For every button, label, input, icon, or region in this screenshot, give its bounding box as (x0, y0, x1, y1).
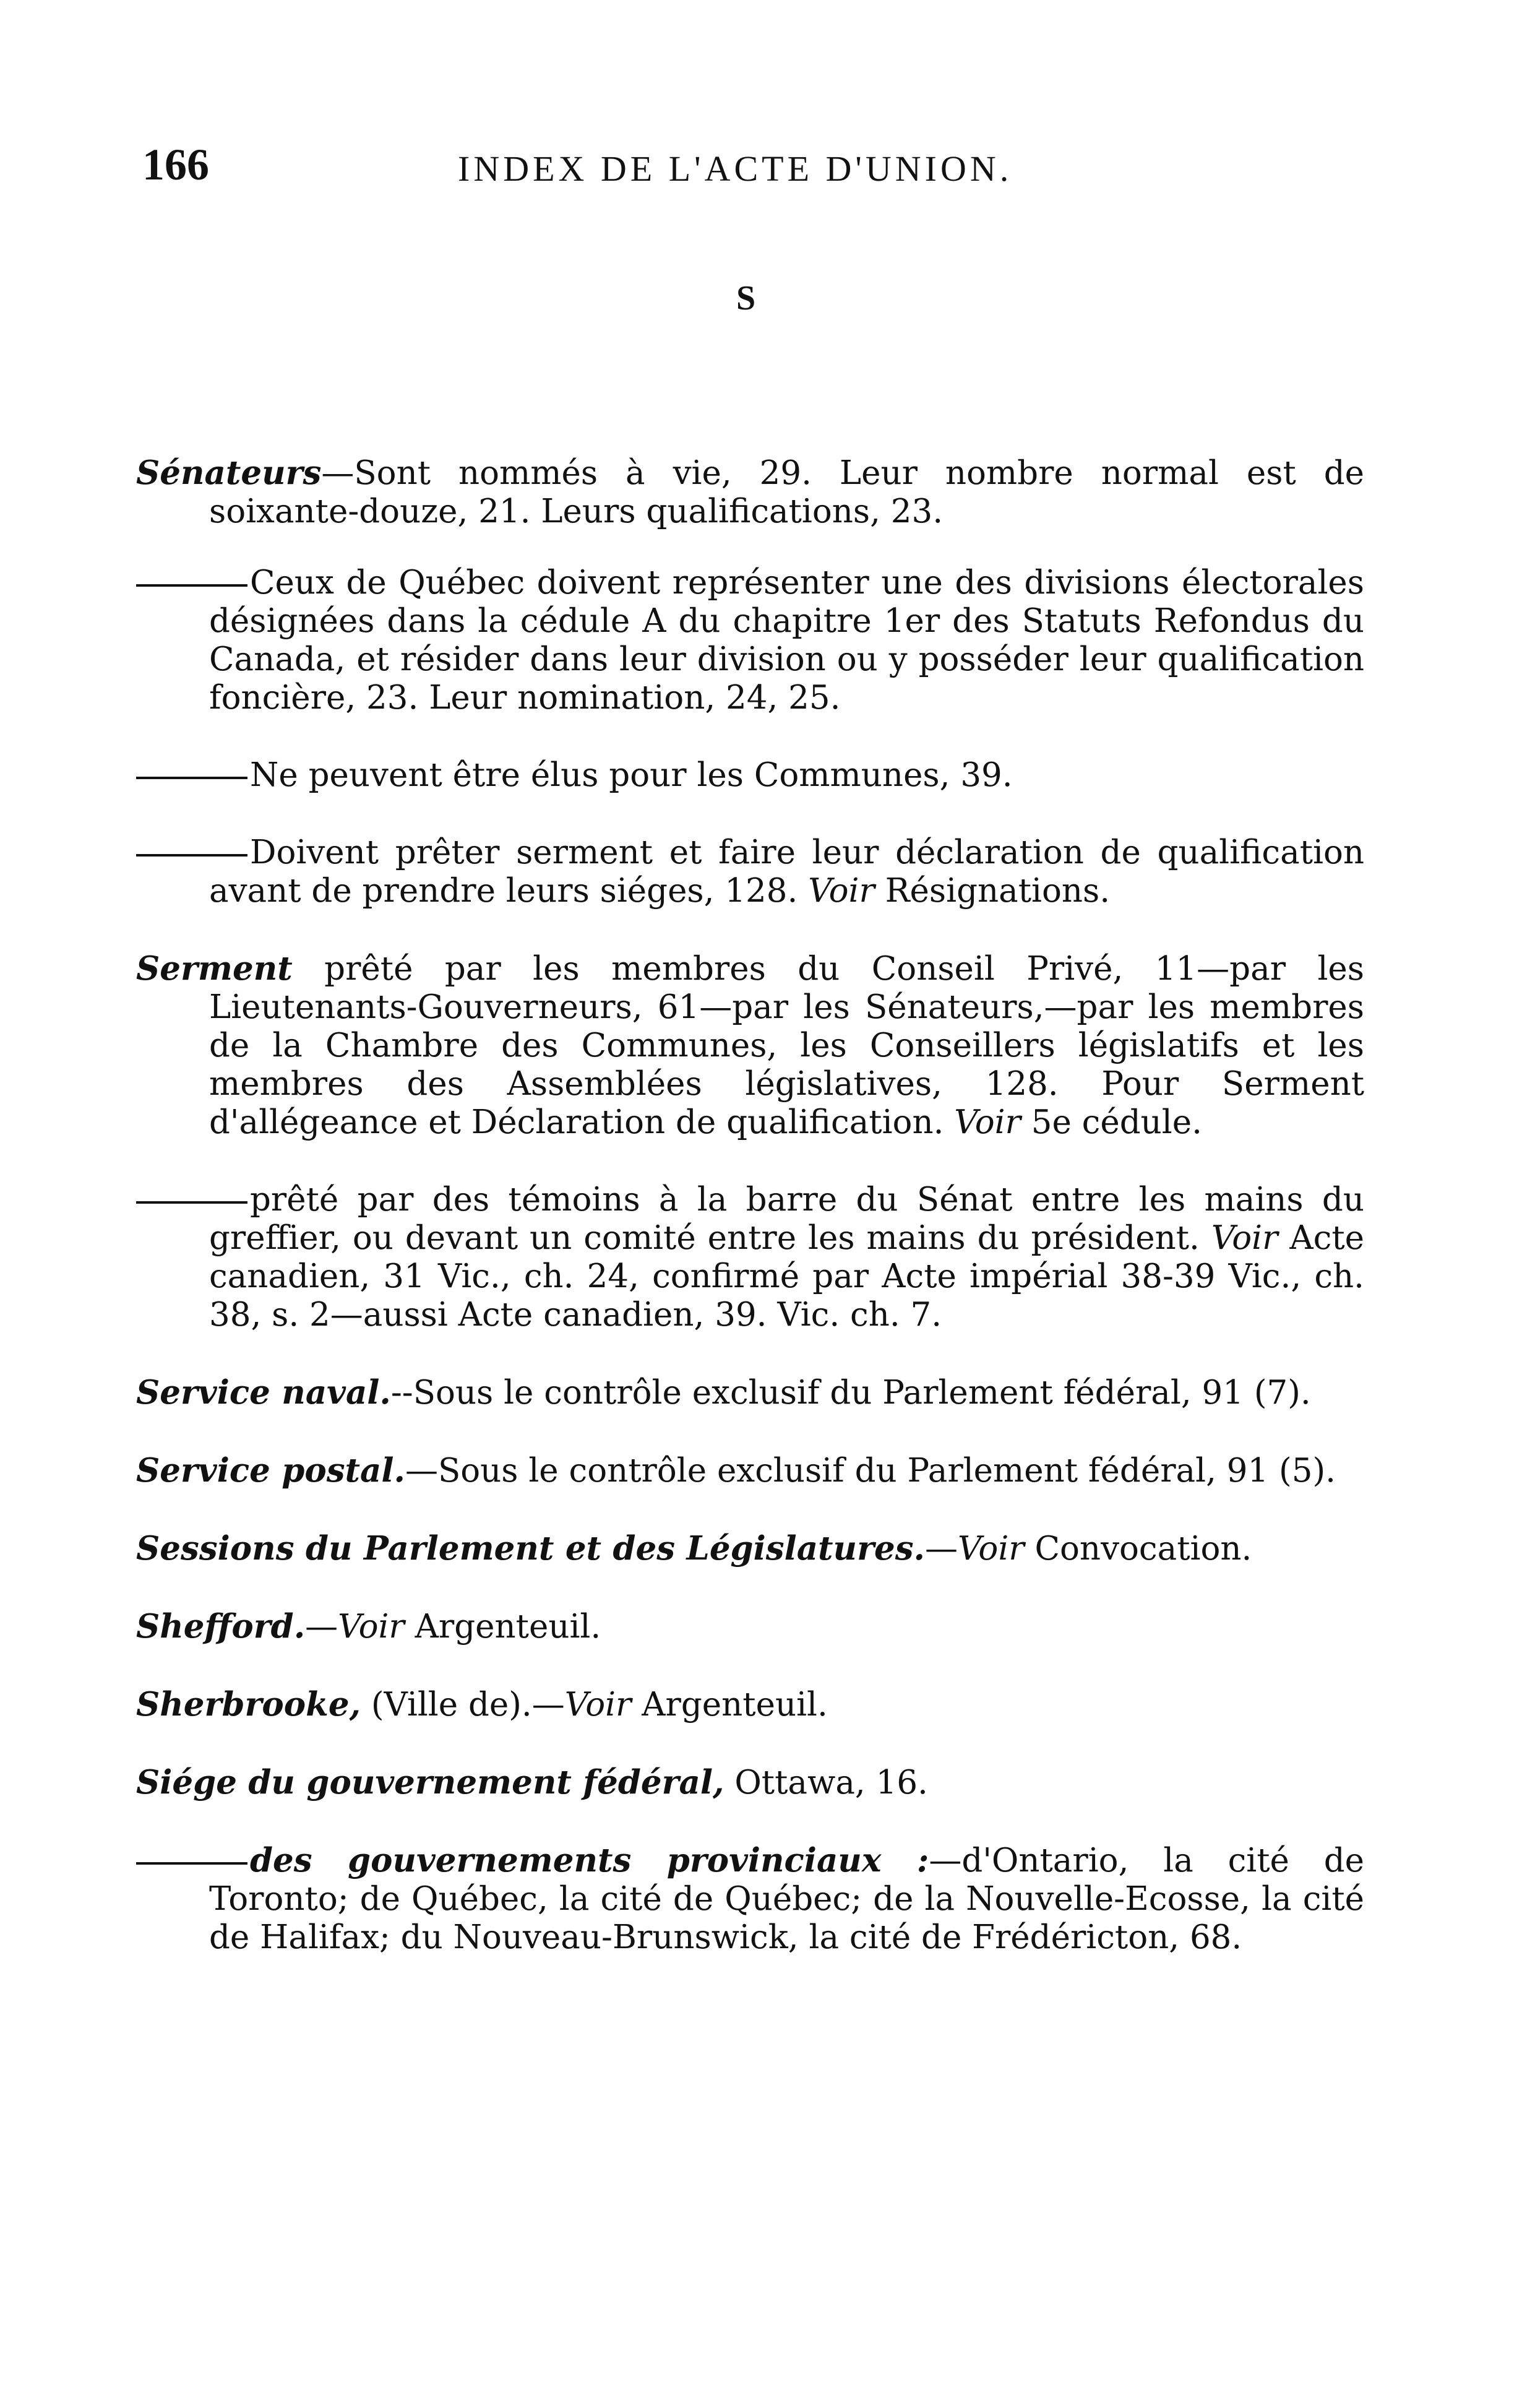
entry-term: des gouvernements provinciaux : (250, 1841, 929, 1879)
entry-text: Argenteuil. (631, 1686, 828, 1724)
index-entry-shefford (136, 1607, 1364, 1646)
index-entry-senateurs (136, 454, 1364, 531)
voir-reference: Voir (954, 1103, 1021, 1141)
entry-text: — (305, 1608, 338, 1646)
entry-term: Siége du gouvernement fédéral, (136, 1763, 724, 1802)
voir-reference: Voir (958, 1530, 1025, 1568)
index-entries (136, 421, 1364, 1996)
entry-text: Ne peuvent être élus pour les Communes, 39. (250, 756, 1013, 794)
page-header (142, 139, 1380, 195)
voir-reference: Voir (1211, 1219, 1278, 1257)
entry-text: 5e cédule. (1020, 1103, 1202, 1141)
entry-text: Convocation. (1024, 1530, 1252, 1568)
entry-text: --Sous le contrôle exclusif du Parlement fédéral, 91 (7). (390, 1374, 1311, 1412)
index-entry-service-naval (136, 1373, 1364, 1412)
index-subentry-quebec (136, 564, 1364, 717)
entry-text: —Sous le contrôle exclusif du Parlement fédéral, 91 (5). (405, 1452, 1336, 1490)
em-dash-rule (136, 584, 247, 587)
entry-term: Sessions du Parlement et des Législatures. (136, 1529, 926, 1568)
entry-text: — (925, 1530, 958, 1568)
index-entry-serment (136, 949, 1364, 1142)
em-dash-rule (136, 777, 247, 779)
entry-text: (Ville de).— (361, 1686, 565, 1724)
entry-text: Ceux de Québec doivent représenter une des divisions électorales désignées dans la cédule A du chapitre 1er des Statuts Refondus du Canada, et résider dans leur division ou y posséder leur qualification foncière, 23. Leur nomination, 24, 25. (209, 564, 1364, 717)
entry-term: Shefford. (136, 1607, 306, 1646)
entry-text: —d'Ontario, la cité de Toronto; de Québec, la cité de Québec; de la Nouvelle-Ecosse, la cité de Halifax; du Nouveau-Brunswick, la cité de Frédéricton, 68. (209, 1842, 1365, 1956)
voir-reference: Voir (564, 1686, 632, 1724)
entry-text: Ottawa, 16. (724, 1764, 928, 1802)
em-dash-rule (136, 1862, 247, 1865)
em-dash-rule (136, 854, 247, 857)
index-entry-siege-federal (136, 1763, 1364, 1802)
entry-text: Résignations. (874, 872, 1111, 910)
entry-term: Serment (136, 949, 293, 988)
voir-reference: Voir (338, 1608, 405, 1646)
entry-term: Sherbrooke, (136, 1685, 361, 1724)
entry-text: Doivent prêter serment et faire leur déclaration de qualification avant de prendre leurs siéges, 128. (209, 834, 1364, 910)
entry-text: prêté par des témoins à la barre du Sénat entre les mains du greffier, ou devant un comité entre les mains du président. (209, 1181, 1364, 1257)
index-entry-sherbrooke (136, 1685, 1364, 1724)
entry-text: prêté par les membres du Conseil Privé, 11—par les Lieutenants-Gouverneurs, 61—par les Sénateurs,—par les membres de la Chambre des Communes, les Conseillers législatifs et les membres des Assemblées législatives, 128. Pour Serment d'allégeance et Déclaration de qualification. (209, 950, 1364, 1141)
entry-term: Service naval. (136, 1373, 391, 1412)
em-dash-rule (136, 1201, 247, 1204)
index-entry-sessions (136, 1529, 1364, 1568)
voir-reference: Voir (808, 872, 875, 910)
entry-text: Argenteuil. (404, 1608, 601, 1646)
index-subentry-temoins (136, 1181, 1364, 1334)
page-number: 166 (142, 140, 209, 189)
index-subentry-sieges-provinciaux (136, 1841, 1364, 1957)
running-title: INDEX DE L'ACTE D'UNION. (458, 149, 1013, 189)
entry-text: —Sont nommés à vie, 29. Leur nombre normal est de soixante-douze, 21. Leurs qualifications, 23. (209, 454, 1364, 530)
index-entry-service-postal (136, 1451, 1364, 1490)
entry-term: Sénateurs (136, 454, 322, 492)
section-letter: S (736, 279, 756, 317)
index-subentry-communes (136, 756, 1364, 795)
entry-text: Acte canadien, 31 Vic., ch. 24, confirmé par Acte impérial 38-39 Vic., ch. 38, s. 2—aussi Acte canadien, 39. Vic. ch. 7. (209, 1219, 1364, 1334)
entry-term: Service postal. (136, 1451, 405, 1490)
index-subentry-serment-senateurs (136, 834, 1364, 910)
